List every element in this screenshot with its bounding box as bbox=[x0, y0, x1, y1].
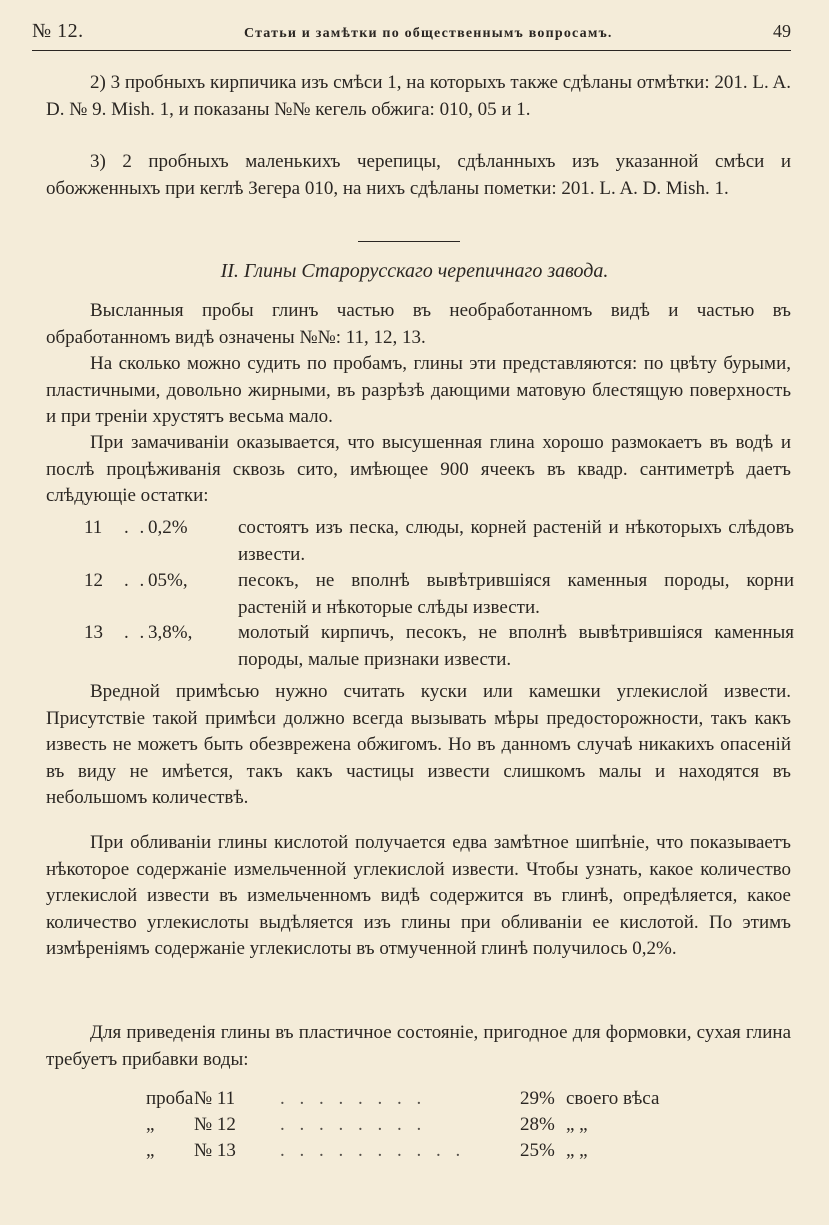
residue-value: 3,8%, bbox=[148, 622, 193, 643]
water-row bbox=[146, 1086, 706, 1112]
water-value: 29% bbox=[520, 1088, 555, 1109]
residue-row bbox=[84, 620, 794, 673]
leader-dots: . . . . . . . . . . bbox=[280, 1140, 466, 1161]
residue-row bbox=[84, 515, 794, 568]
header-title: Статьи и замѣтки по общественнымъ вопросамъ. bbox=[243, 26, 613, 41]
leader-dots: . . . . . . . . bbox=[280, 1088, 427, 1109]
water-row bbox=[146, 1112, 706, 1138]
row-label: проба bbox=[146, 1088, 194, 1109]
residue-value: 05%, bbox=[148, 570, 188, 591]
leader-dots: . . . . . . . . bbox=[280, 1114, 427, 1135]
value-suffix: своего вѣса bbox=[566, 1088, 660, 1109]
row-label: „ bbox=[146, 1114, 155, 1135]
row-label: „ bbox=[146, 1140, 155, 1161]
section-title: II. Глины Старорусскаго черепичнаго завода. bbox=[220, 260, 609, 282]
water-value: 28% bbox=[520, 1114, 555, 1135]
section-separator bbox=[358, 241, 460, 242]
list-item-2: 2) 3 пробныхъ кирпичика изъ смѣси 1, на которыхъ также сдѣланы отмѣтки: 201. L. A. D. № 9. Mish. 1, и показаны №№ кегель обжига: 010, 05 и 1. bbox=[46, 72, 791, 120]
paragraph: При замачиваніи оказывается, что высушенная глина хорошо размокаетъ въ водѣ и послѣ процѣживанія сквозь сито, имѣющее 900 ячеекъ въ квадр. сантиметрѣ даетъ слѣдующіе остатки: bbox=[46, 432, 791, 506]
paragraph: Высланныя пробы глинъ частью въ необработанномъ видѣ и частью въ обработанномъ видѣ означены №№: 11, 12, 13. bbox=[46, 300, 791, 348]
water-row bbox=[146, 1138, 706, 1164]
sample-number: № 11 bbox=[194, 1088, 236, 1109]
paragraph: Вредной примѣсью нужно считать куски или камешки углекислой извести. Присутствіе такой примѣси должно всегда вызывать мѣры предосторожности, такъ какъ известь не можетъ быть обезврежена обжигомъ. Но въ данномъ случаѣ никакихъ опасеній въ виду не имѣется, такъ какъ частицы извести слишкомъ малы и находятся въ небольшомъ количествѣ. bbox=[46, 681, 791, 808]
paragraph: Для приведенія глины въ пластичное состояніе, пригодное для формовки, сухая глина требуетъ прибавки воды: bbox=[46, 1022, 791, 1070]
residue-description: состоятъ изъ песка, слюды, корней растеній и нѣкоторыхъ слѣдовъ извести. bbox=[238, 517, 794, 565]
sample-number: 12 bbox=[84, 570, 103, 591]
value-suffix: „ „ bbox=[566, 1114, 588, 1135]
page-number: 49 bbox=[772, 21, 791, 41]
leader-dots: . . bbox=[124, 570, 148, 591]
leader-dots: . . bbox=[124, 517, 148, 538]
sample-number: № 12 bbox=[194, 1114, 236, 1135]
paragraph: При обливаніи глины кислотой получается едва замѣтное шипѣніе, что показываетъ нѣкоторое содержаніе измельченной углекислой извести. Чтобы узнать, какое количество углекислой извести въ измельченномъ видѣ содержится въ глинѣ, опредѣляется, какое количество углекислоты выдѣляется изъ глины при обливаніи ее кислотой. По этимъ измѣреніямъ содержаніе углекислоты въ отмученной глинѣ получилось 0,2%. bbox=[46, 832, 791, 959]
list-item-3: 3) 2 пробныхъ маленькихъ черепицы, сдѣланныхъ изъ указанной смѣси и обожженныхъ при кеглѣ Зегера 010, на нихъ сдѣланы пометки: 201. L. A. D. Mish. 1. bbox=[46, 151, 791, 199]
header-rule bbox=[32, 50, 791, 51]
running-header bbox=[32, 20, 791, 48]
residue-description: молотый кирпичъ, песокъ, не вполнѣ вывѣтрившіяся каменныя породы, малые признаки извести. bbox=[238, 622, 794, 670]
sample-number: 13 bbox=[84, 622, 103, 643]
water-value: 25% bbox=[520, 1140, 555, 1161]
residue-row bbox=[84, 568, 794, 621]
value-suffix: „ „ bbox=[566, 1140, 588, 1161]
residue-description: песокъ, не вполнѣ вывѣтрившіяся каменныя породы, корни растеній и нѣкоторые слѣды извести. bbox=[238, 570, 794, 618]
sample-number: 11 bbox=[84, 517, 103, 538]
leader-dots: . . bbox=[124, 622, 148, 643]
sample-number: № 13 bbox=[194, 1140, 236, 1161]
issue-number: № 12. bbox=[32, 20, 84, 42]
residue-value: 0,2% bbox=[148, 517, 188, 538]
paragraph: На сколько можно судить по пробамъ, глины эти представляются: по цвѣту бурыми, пластичными, довольно жирными, въ разрѣзѣ дающими матовую блестящую поверхность и при треніи хрустятъ весьма мало. bbox=[46, 353, 791, 427]
